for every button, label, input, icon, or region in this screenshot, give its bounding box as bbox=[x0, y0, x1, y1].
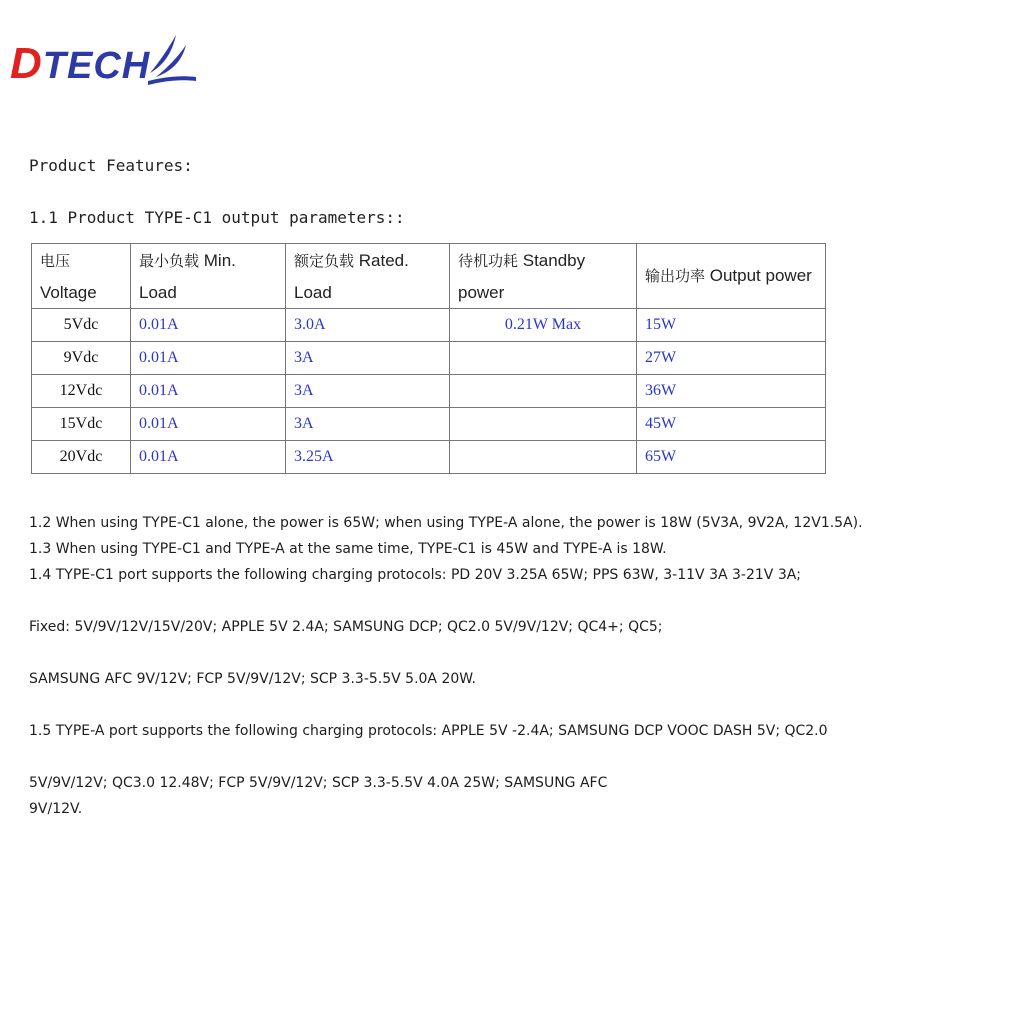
note-1-5-end: 9V/12V. bbox=[29, 801, 83, 817]
cell-standby-power bbox=[450, 375, 637, 408]
cell-output-power: 45W bbox=[637, 408, 826, 441]
cell-output-power: 36W bbox=[637, 375, 826, 408]
cell-voltage: 15Vdc bbox=[32, 408, 131, 441]
note-samsung-afc: SAMSUNG AFC 9V/12V; FCP 5V/9V/12V; SCP 3.3-5.5V 5.0A 20W. bbox=[29, 671, 476, 687]
note-1-5: 1.5 TYPE-A port supports the following charging protocols: APPLE 5V -2.4A; SAMSUNG DCP VOOC DASH 5V; QC2.0 bbox=[29, 723, 828, 739]
table-row bbox=[32, 441, 826, 474]
cell-rated-load: 3A bbox=[286, 342, 450, 375]
cell-min-load: 0.01A bbox=[131, 375, 286, 408]
cell-output-power: 27W bbox=[637, 342, 826, 375]
cell-voltage: 12Vdc bbox=[32, 375, 131, 408]
cell-voltage: 20Vdc bbox=[32, 441, 131, 474]
cell-standby-power bbox=[450, 342, 637, 375]
logo-first-letter: D bbox=[10, 39, 43, 88]
cell-standby-power bbox=[450, 408, 637, 441]
header-standby-power: 待机功耗 Standby power bbox=[450, 244, 637, 309]
cell-rated-load: 3.25A bbox=[286, 441, 450, 474]
cell-min-load: 0.01A bbox=[131, 309, 286, 342]
cell-min-load: 0.01A bbox=[131, 408, 286, 441]
note-1-4: 1.4 TYPE-C1 port supports the following charging protocols: PD 20V 3.25A 65W; PPS 63W, 3-11V 3A 3-21V 3A; bbox=[29, 567, 802, 583]
cell-voltage: 5Vdc bbox=[32, 309, 131, 342]
table-row bbox=[32, 342, 826, 375]
cell-output-power: 15W bbox=[637, 309, 826, 342]
table-header-row bbox=[32, 244, 826, 309]
cell-output-power: 65W bbox=[637, 441, 826, 474]
note-1-2: 1.2 When using TYPE-C1 alone, the power is 65W; when using TYPE-A alone, the power is 18W (5V3A, 9V2A, 12V1.5A). bbox=[29, 515, 863, 531]
cell-min-load: 0.01A bbox=[131, 441, 286, 474]
output-parameters-heading: 1.1 Product TYPE-C1 output parameters:: bbox=[29, 208, 405, 227]
cell-rated-load: 3A bbox=[286, 375, 450, 408]
product-features-heading: Product Features: bbox=[29, 156, 193, 175]
cell-voltage: 9Vdc bbox=[32, 342, 131, 375]
note-fixed-protocols: Fixed: 5V/9V/12V/15V/20V; APPLE 5V 2.4A; SAMSUNG DCP; QC2.0 5V/9V/12V; QC4+; QC5; bbox=[29, 619, 663, 635]
cell-rated-load: 3.0A bbox=[286, 309, 450, 342]
header-min-load: 最小负载 Min. Load bbox=[131, 244, 286, 309]
table-row bbox=[32, 408, 826, 441]
logo-wordmark bbox=[10, 39, 151, 88]
header-output-power: 输出功率 Output power bbox=[637, 244, 826, 309]
table-row bbox=[32, 309, 826, 342]
logo-rest: TECH bbox=[42, 45, 151, 87]
cell-standby-power bbox=[450, 441, 637, 474]
header-voltage: 电压 Voltage bbox=[32, 244, 131, 309]
table-row bbox=[32, 375, 826, 408]
cell-min-load: 0.01A bbox=[131, 342, 286, 375]
note-1-5-continued: 5V/9V/12V; QC3.0 12.48V; FCP 5V/9V/12V; SCP 3.3-5.5V 4.0A 25W; SAMSUNG AFC bbox=[29, 775, 608, 791]
dtech-logo bbox=[10, 34, 198, 94]
cell-rated-load: 3A bbox=[286, 408, 450, 441]
protocol-notes bbox=[29, 510, 1014, 822]
logo-swoosh-icon bbox=[146, 31, 198, 87]
note-1-3: 1.3 When using TYPE-C1 and TYPE-A at the same time, TYPE-C1 is 45W and TYPE-A is 18W. bbox=[29, 541, 667, 557]
cell-standby-power: 0.21W Max bbox=[450, 309, 637, 342]
header-rated-load: 额定负载 Rated. Load bbox=[286, 244, 450, 309]
output-parameters-table bbox=[31, 243, 826, 474]
